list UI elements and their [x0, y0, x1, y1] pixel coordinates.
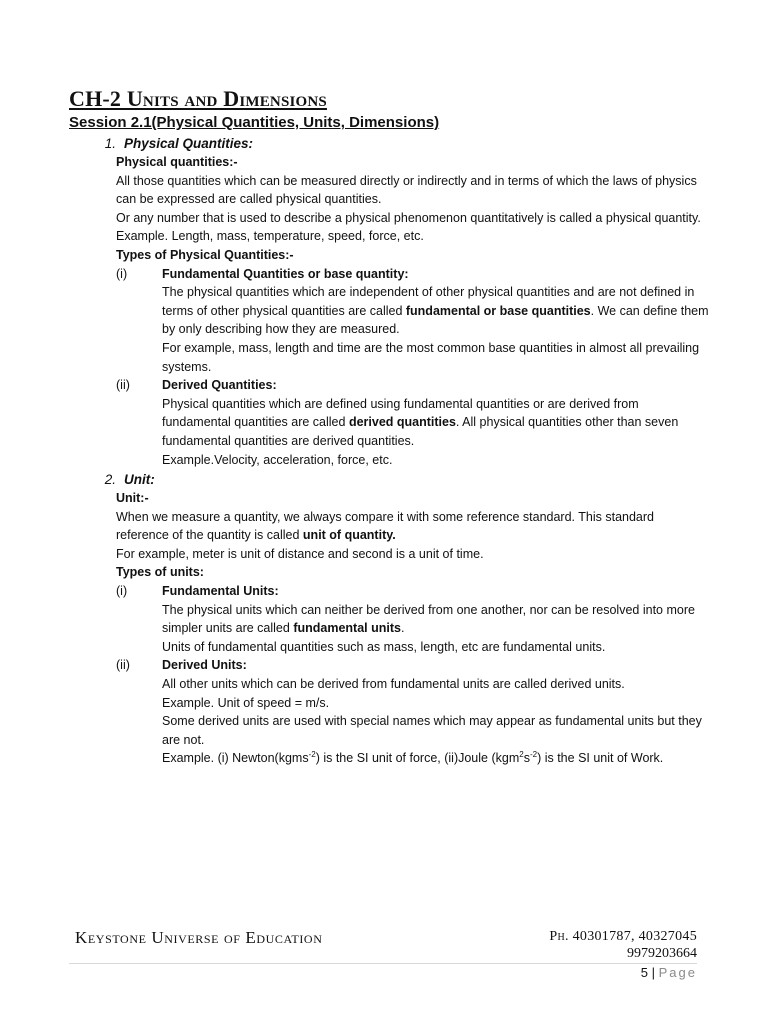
section-number: 1. [104, 136, 116, 151]
phone-line-1: Ph. 40301787, 40327045 [549, 929, 697, 944]
footer-divider [69, 963, 697, 964]
phone-line-2: 9979203664 [627, 946, 697, 961]
page-number [641, 965, 697, 980]
list-item-fundamental-quantities [116, 265, 709, 284]
roman-numeral: (ii) [116, 658, 130, 673]
list-item-label: Derived Units: [162, 658, 247, 673]
paragraph: All those quantities which can be measured directly or indirectly and in terms of which the laws of physics can be expressed are called physical quantities. [116, 173, 697, 207]
list-item-body [116, 395, 709, 469]
bold-term: derived quantities [348, 415, 456, 430]
paragraph: Units of fundamental quantities such as mass, length, etc are fundamental units. [162, 639, 606, 654]
list-item-label: Fundamental Quantities or base quantity: [162, 266, 409, 281]
page-footer [69, 928, 697, 1018]
page-label: Page [658, 965, 697, 980]
section-unit-body [69, 489, 709, 768]
section-physical-quantities-body [69, 153, 709, 469]
example-text: Example.Velocity, acceleration, force, etc. [162, 452, 393, 467]
bold-term: fundamental units [293, 621, 401, 636]
paragraph: Physical quantities which are defined using fundamental quantities or are derived from fundamental quantities are called derived quantities. All physical quantities other than seven fundamental quantities are derived quantities. [162, 396, 679, 448]
session-title: Session 2.1(Physical Quantities, Units, Dimensions) [69, 114, 440, 131]
example-text: For example, mass, length and time are the most common base quantities in almost all prevailing systems. [162, 340, 700, 374]
section-physical-quantities-heading [69, 134, 709, 153]
paragraph: Or any number that is used to describe a physical phenomenon quantitatively is called a physical quantity. [116, 210, 701, 225]
example-text: Example. (i) Newton(kgms$^{-2}$) is the SI unit of force, (ii)Joule $(kgm^2s^{-2})$ is the SI unit of Work. [162, 750, 664, 766]
subheading: Unit:- [116, 491, 149, 506]
paragraph: All other units which can be derived from fundamental units are called derived units. [162, 677, 625, 692]
paragraph: Some derived units are used with special names which may appear as fundamental units but they are not. [162, 714, 702, 747]
page-number-value: 5 [640, 965, 648, 980]
roman-numeral: (i) [116, 584, 128, 599]
list-item-label: Derived Quantities: [162, 378, 277, 393]
list-item-fundamental-units [116, 582, 709, 601]
list-item-body [116, 675, 709, 768]
roman-numeral: (ii) [116, 378, 130, 393]
list-item-label: Fundamental Units: [162, 584, 279, 599]
list-item-body [116, 283, 709, 376]
types-heading: Types of Physical Quantities:- [116, 247, 294, 262]
section-number: 2. [104, 472, 116, 488]
paragraph: When we measure a quantity, we always compare it with some reference standard. This standard reference of the quantity is called unit of quantity. [116, 509, 654, 543]
subheading: Physical quantities:- [116, 155, 238, 169]
contact-phones [549, 928, 697, 962]
paragraph: The physical units which can neither be derived from one another, nor can be resolved into more simpler units are called fundamental units. [162, 602, 695, 636]
roman-numeral: (i) [116, 266, 128, 281]
organization-name: Keystone Universe of Education [75, 928, 323, 947]
list-item-derived-units [116, 656, 709, 675]
example-text: For example, meter is unit of distance and second is a unit of time. [116, 546, 484, 561]
chapter-title: CH-2 Units and Dimensions [69, 86, 327, 111]
example-text: Example. Unit of speed = m/s. [162, 695, 330, 710]
page-number-separator: | [651, 965, 655, 980]
bold-term: fundamental or base quantities [405, 303, 591, 318]
paragraph: The physical quantities which are independent of other physical quantities and are not defined in terms of other physical quantities are called fundamental or base quantities. We can define them by only describing how they are measured. [162, 285, 709, 337]
list-item-derived-quantities [116, 376, 709, 395]
section-heading: Unit: [124, 472, 155, 488]
section-heading: Physical Quantities: [124, 136, 254, 151]
section-unit-heading [69, 470, 709, 489]
bold-term: unit of quantity. [302, 528, 396, 543]
content-body [69, 134, 709, 768]
example-text: Example. Length, mass, temperature, speed, force, etc. [116, 229, 424, 244]
list-item-body [116, 601, 709, 657]
types-heading: Types of units: [116, 565, 204, 580]
